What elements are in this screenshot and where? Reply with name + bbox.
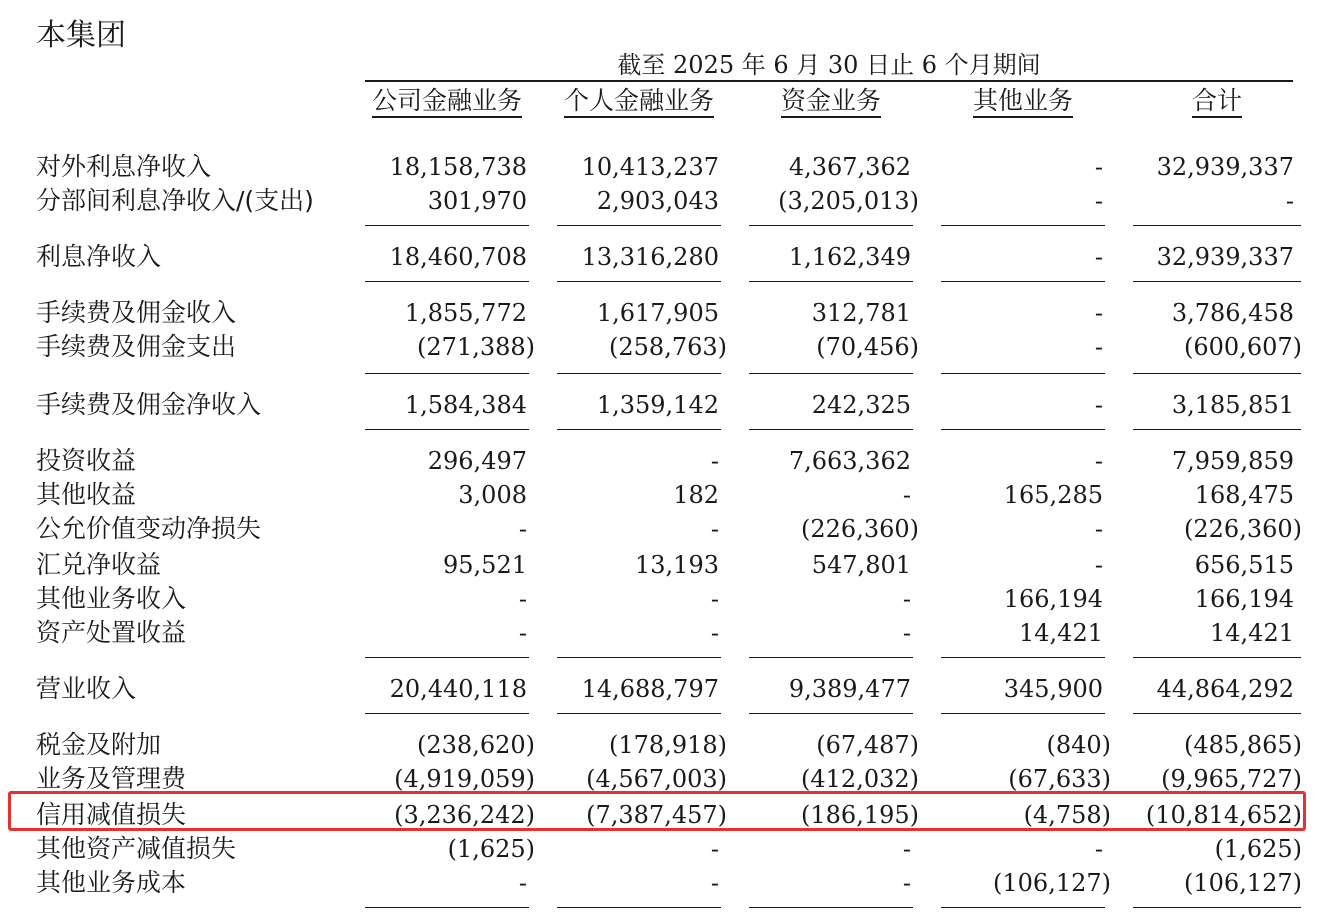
row-label: 分部间利息净收入/(支出): [36, 186, 314, 215]
subtotal-rule: [941, 225, 1105, 226]
subtotal-rule: [749, 907, 913, 908]
subtotal-rule: [1133, 713, 1301, 714]
table-cell: 1,359,142: [596, 391, 719, 419]
table-cell: -: [1285, 187, 1294, 215]
table-cell: 32,939,337: [1156, 153, 1294, 181]
table-row: [0, 548, 1320, 582]
table-cell: (3,205,013): [778, 187, 919, 215]
period-header: 截至 2025 年 6 月 30 日止 6 个月期间: [365, 50, 1293, 82]
table-cell: 10,413,237: [581, 153, 719, 181]
table-cell: 656,515: [1194, 551, 1294, 579]
table-cell: 14,421: [1210, 619, 1294, 647]
table-cell: 95,521: [443, 551, 527, 579]
table-cell: (4,919,059): [394, 765, 535, 793]
table-cell: 547,801: [811, 551, 911, 579]
table-cell: -: [518, 515, 527, 543]
subtotal-rule: [365, 713, 529, 714]
row-label: 资产处置收益: [36, 618, 187, 647]
table-cell: -: [710, 869, 719, 897]
table-cell: (226,360): [801, 515, 919, 543]
subtotal-rule: [557, 281, 721, 282]
row-label: 其他收益: [36, 480, 137, 509]
table-cell: 3,185,851: [1171, 391, 1294, 419]
subtotal-rule: [941, 429, 1105, 430]
table-cell: 32,939,337: [1156, 243, 1294, 271]
table-cell: (4,758): [1023, 801, 1111, 829]
table-cell: 13,193: [635, 551, 719, 579]
subtotal-rule: [941, 907, 1105, 908]
subtotal-rule: [557, 657, 721, 658]
table-cell: 166,194: [1003, 585, 1103, 613]
subtotal-rule: [365, 281, 529, 282]
subtotal-rule: [749, 373, 913, 374]
table-row: [0, 150, 1320, 184]
subtotal-rule: [557, 907, 721, 908]
table-cell: (4,567,003): [586, 765, 727, 793]
table-cell: (600,607): [1184, 333, 1302, 361]
row-label: 信用减值损失: [36, 800, 187, 829]
table-cell: 2,903,043: [596, 187, 719, 215]
column-header-treasury: 资金业务: [749, 86, 913, 116]
subtotal-rule: [749, 429, 913, 430]
table-cell: -: [1094, 391, 1103, 419]
subtotal-rule: [1133, 429, 1301, 430]
table-cell: -: [1094, 243, 1103, 271]
table-cell: -: [710, 619, 719, 647]
table-row: [0, 240, 1320, 274]
subtotal-rule: [557, 373, 721, 374]
table-cell: 242,325: [811, 391, 911, 419]
column-header-other: 其他业务: [941, 86, 1105, 116]
table-cell: (67,487): [816, 731, 919, 759]
table-cell: (226,360): [1184, 515, 1302, 543]
subtotal-rule: [365, 657, 529, 658]
table-cell: -: [518, 585, 527, 613]
subtotal-rule: [1133, 907, 1301, 908]
subtotal-rule: [365, 225, 529, 226]
table-cell: -: [710, 447, 719, 475]
table-cell: -: [902, 619, 911, 647]
table-cell: 7,959,859: [1171, 447, 1294, 475]
table-cell: 44,864,292: [1156, 675, 1294, 703]
table-cell: (186,195): [801, 801, 919, 829]
table-cell: 7,663,362: [788, 447, 911, 475]
row-label: 手续费及佣金支出: [36, 332, 237, 361]
table-cell: (1,625): [447, 835, 535, 863]
table-cell: 1,855,772: [404, 299, 527, 327]
table-cell: 18,158,738: [389, 153, 527, 181]
subtotal-rule: [941, 713, 1105, 714]
table-cell: (3,236,242): [394, 801, 535, 829]
table-row: [0, 832, 1320, 866]
table-cell: -: [1094, 447, 1103, 475]
row-label: 手续费及佣金净收入: [36, 390, 262, 419]
table-row: [0, 184, 1320, 218]
subtotal-rule: [557, 225, 721, 226]
subtotal-rule: [1133, 281, 1301, 282]
table-cell: 296,497: [427, 447, 527, 475]
subtotal-rule: [749, 281, 913, 282]
table-cell: 165,285: [1003, 481, 1103, 509]
table-cell: 312,781: [811, 299, 911, 327]
subtotal-rule: [365, 907, 529, 908]
table-cell: -: [1094, 299, 1103, 327]
table-cell: 9,389,477: [788, 675, 911, 703]
table-cell: 1,617,905: [596, 299, 719, 327]
table-cell: 14,421: [1019, 619, 1103, 647]
table-cell: -: [1094, 187, 1103, 215]
table-cell: 13,316,280: [581, 243, 719, 271]
subtotal-rule: [1133, 373, 1301, 374]
table-cell: -: [710, 585, 719, 613]
table-cell: (412,032): [801, 765, 919, 793]
table-cell: 182: [673, 481, 719, 509]
table-row: [0, 512, 1320, 546]
subtotal-rule: [1133, 225, 1301, 226]
table-cell: 3,008: [458, 481, 527, 509]
row-label: 其他资产减值损失: [36, 834, 237, 863]
column-header-total: 合计: [1133, 86, 1301, 116]
table-row: [0, 388, 1320, 422]
table-cell: (9,965,727): [1161, 765, 1302, 793]
table-cell: -: [902, 869, 911, 897]
row-label: 对外利息净收入: [36, 152, 212, 181]
table-row: [0, 296, 1320, 330]
subtotal-rule: [749, 225, 913, 226]
table-cell: (258,763): [609, 333, 727, 361]
subtotal-rule: [941, 373, 1105, 374]
page-title: 本集团: [36, 18, 126, 53]
subtotal-rule: [557, 713, 721, 714]
table-cell: (10,814,652): [1145, 801, 1302, 829]
table-cell: -: [902, 585, 911, 613]
table-cell: (7,387,457): [586, 801, 727, 829]
table-cell: 3,786,458: [1171, 299, 1294, 327]
table-row: [0, 728, 1320, 762]
row-label: 其他业务成本: [36, 868, 187, 897]
row-label: 其他业务收入: [36, 584, 187, 613]
table-cell: 18,460,708: [389, 243, 527, 271]
highlight-box-credit-impairment: [8, 791, 1306, 831]
table-cell: 4,367,362: [788, 153, 911, 181]
table-cell: (106,127): [1184, 869, 1302, 897]
table-row: [0, 330, 1320, 364]
table-cell: (238,620): [417, 731, 535, 759]
table-cell: -: [1094, 551, 1103, 579]
row-label: 投资收益: [36, 446, 137, 475]
row-label: 手续费及佣金收入: [36, 298, 237, 327]
row-label: 营业收入: [36, 674, 137, 703]
table-cell: (67,633): [1008, 765, 1111, 793]
table-cell: 14,688,797: [581, 675, 719, 703]
table-cell: (485,865): [1184, 731, 1302, 759]
table-row: [0, 616, 1320, 650]
subtotal-rule: [557, 429, 721, 430]
table-cell: 166,194: [1194, 585, 1294, 613]
table-cell: 168,475: [1194, 481, 1294, 509]
table-cell: (271,388): [417, 333, 535, 361]
table-cell: -: [710, 515, 719, 543]
table-cell: -: [518, 869, 527, 897]
subtotal-rule: [941, 281, 1105, 282]
row-label: 业务及管理费: [36, 764, 187, 793]
table-row: [0, 444, 1320, 478]
table-cell: 1,162,349: [788, 243, 911, 271]
row-label: 利息净收入: [36, 242, 162, 271]
row-label: 汇兑净收益: [36, 550, 162, 579]
subtotal-rule: [749, 657, 913, 658]
row-label: 公允价值变动净损失: [36, 514, 262, 543]
subtotal-rule: [1133, 657, 1301, 658]
table-cell: 345,900: [1003, 675, 1103, 703]
subtotal-rule: [941, 657, 1105, 658]
subtotal-rule: [365, 373, 529, 374]
table-row: [0, 478, 1320, 512]
table-cell: -: [902, 481, 911, 509]
subtotal-rule: [749, 713, 913, 714]
table-cell: (178,918): [609, 731, 727, 759]
table-cell: 1,584,384: [404, 391, 527, 419]
row-label: 税金及附加: [36, 730, 162, 759]
table-cell: (840): [1046, 731, 1111, 759]
table-cell: -: [1094, 515, 1103, 543]
table-cell: (106,127): [993, 869, 1111, 897]
table-cell: -: [518, 619, 527, 647]
table-cell: (70,456): [816, 333, 919, 361]
table-cell: 20,440,118: [389, 675, 527, 703]
table-row: [0, 582, 1320, 616]
table-cell: -: [1094, 835, 1103, 863]
table-cell: 301,970: [427, 187, 527, 215]
subtotal-rule: [365, 429, 529, 430]
table-row: [0, 672, 1320, 706]
table-cell: -: [1094, 153, 1103, 181]
table-cell: -: [710, 835, 719, 863]
column-header-personal: 个人金融业务: [557, 86, 721, 116]
column-header-corporate: 公司金融业务: [365, 86, 529, 116]
table-cell: (1,625): [1214, 835, 1302, 863]
table-cell: -: [1094, 333, 1103, 361]
table-cell: -: [902, 835, 911, 863]
table-row: [0, 866, 1320, 900]
